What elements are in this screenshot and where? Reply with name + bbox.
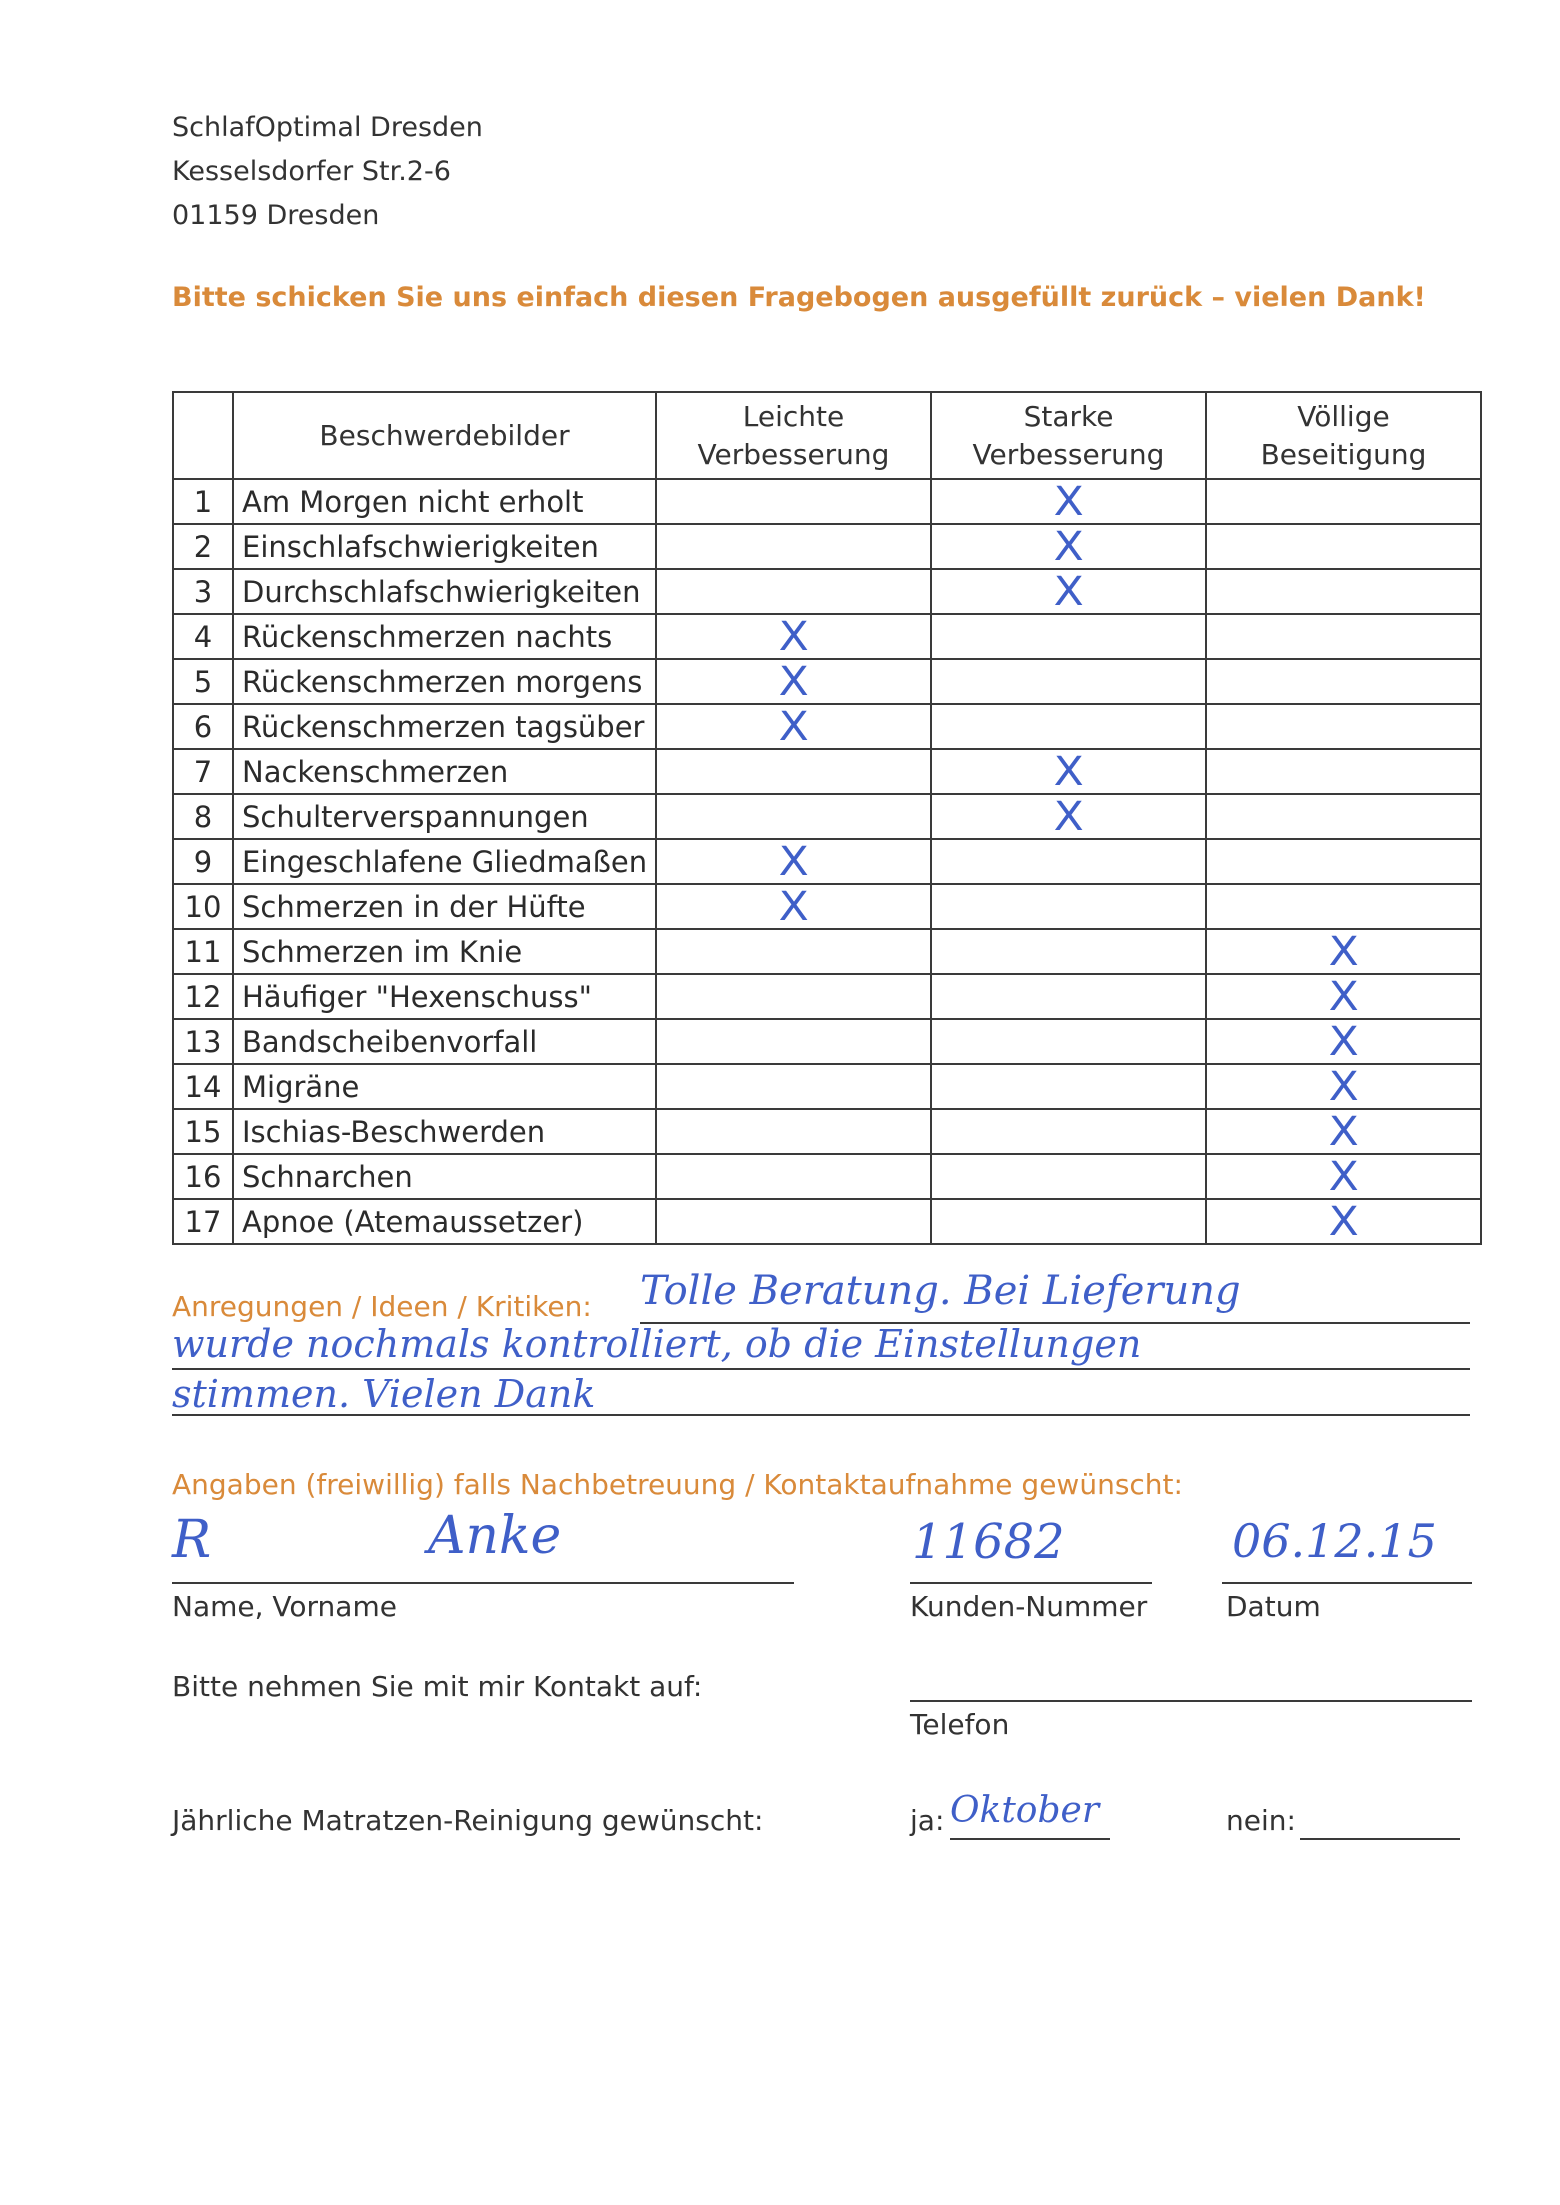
table-row — [173, 884, 1481, 929]
checkbox-cell-strong[interactable] — [931, 614, 1206, 659]
checkbox-cell-slight[interactable] — [656, 1199, 931, 1244]
table-row — [173, 524, 1481, 569]
checkbox-cell-strong[interactable] — [931, 749, 1206, 794]
row-number: 16 — [173, 1154, 233, 1199]
checkbox-cell-complete[interactable] — [1206, 884, 1481, 929]
checkbox-cell-slight[interactable] — [656, 569, 931, 614]
cleaning-yes-underline — [950, 1838, 1110, 1840]
feedback-label: Anregungen / Ideen / Kritiken: — [172, 1290, 592, 1323]
table-row — [173, 1154, 1481, 1199]
row-number: 15 — [173, 1109, 233, 1154]
checkbox-cell-slight[interactable] — [656, 704, 931, 749]
row-complaint-label: Einschlafschwierigkeiten — [233, 524, 656, 569]
table-row — [173, 929, 1481, 974]
header-complaints: Beschwerdebilder — [233, 392, 656, 479]
row-number: 3 — [173, 569, 233, 614]
cleaning-no-underline — [1300, 1838, 1460, 1840]
row-complaint-label: Schnarchen — [233, 1154, 656, 1199]
checkbox-cell-slight[interactable] — [656, 659, 931, 704]
checkbox-cell-strong[interactable] — [931, 1154, 1206, 1199]
table-row — [173, 1019, 1481, 1064]
checkbox-cell-strong[interactable] — [931, 659, 1206, 704]
cross-mark-icon: X — [1053, 478, 1084, 525]
cross-mark-icon: X — [1328, 1108, 1359, 1155]
complaints-table — [172, 391, 1482, 1245]
cross-mark-icon: X — [1328, 1198, 1359, 1245]
checkbox-cell-slight[interactable] — [656, 1154, 931, 1199]
checkbox-cell-slight[interactable] — [656, 794, 931, 839]
street-address: Kesselsdorfer Str.2-6 — [172, 156, 451, 187]
name-label: Name, Vorname — [172, 1590, 397, 1623]
row-number: 9 — [173, 839, 233, 884]
table-row — [173, 1199, 1481, 1244]
checkbox-cell-slight[interactable] — [656, 884, 931, 929]
header-complete-elimination — [1206, 392, 1481, 479]
address-block — [172, 106, 483, 238]
checkbox-cell-strong[interactable] — [931, 1109, 1206, 1154]
checkbox-cell-strong[interactable] — [931, 569, 1206, 614]
checkbox-cell-strong[interactable] — [931, 794, 1206, 839]
cross-mark-icon: X — [1053, 748, 1084, 795]
company-name: SchlafOptimal Dresden — [172, 112, 483, 143]
header-strong-line1: Starke — [1023, 399, 1114, 433]
table-row — [173, 704, 1481, 749]
name-surname-value: R — [172, 1510, 212, 1570]
checkbox-cell-slight[interactable] — [656, 1109, 931, 1154]
feedback-underline-3 — [172, 1414, 1470, 1416]
cleaning-no-label: nein: — [1226, 1804, 1296, 1837]
checkbox-cell-complete[interactable] — [1206, 1109, 1481, 1154]
row-complaint-label: Ischias-Beschwerden — [233, 1109, 656, 1154]
header-strong-improvement — [931, 392, 1206, 479]
row-number: 13 — [173, 1019, 233, 1064]
checkbox-cell-slight[interactable] — [656, 1019, 931, 1064]
row-complaint-label: Schmerzen in der Hüfte — [233, 884, 656, 929]
header-slight-improvement — [656, 392, 931, 479]
table-row — [173, 1109, 1481, 1154]
cross-mark-icon: X — [1053, 793, 1084, 840]
checkbox-cell-complete[interactable] — [1206, 1199, 1481, 1244]
header-complete-line1: Völlige — [1297, 399, 1390, 433]
customer-number-value: 11682 — [912, 1514, 1065, 1570]
row-number: 8 — [173, 794, 233, 839]
checkbox-cell-slight[interactable] — [656, 524, 931, 569]
row-complaint-label: Eingeschlafene Gliedmaßen — [233, 839, 656, 884]
cross-mark-icon: X — [1328, 1153, 1359, 1200]
customer-number-underline — [910, 1582, 1152, 1584]
row-number: 14 — [173, 1064, 233, 1109]
cross-mark-icon: X — [778, 883, 809, 930]
row-number: 11 — [173, 929, 233, 974]
row-number: 7 — [173, 749, 233, 794]
checkbox-cell-strong[interactable] — [931, 1019, 1206, 1064]
table-row — [173, 479, 1481, 524]
feedback-underline-2 — [172, 1368, 1470, 1370]
table-row — [173, 1064, 1481, 1109]
date-underline — [1222, 1582, 1472, 1584]
cross-mark-icon: X — [1053, 568, 1084, 615]
row-complaint-label: Rückenschmerzen morgens — [233, 659, 656, 704]
row-number: 6 — [173, 704, 233, 749]
row-number: 1 — [173, 479, 233, 524]
checkbox-cell-complete[interactable] — [1206, 749, 1481, 794]
cross-mark-icon: X — [1328, 928, 1359, 975]
header-slight-line1: Leichte — [742, 399, 845, 433]
cross-mark-icon: X — [1053, 523, 1084, 570]
phone-label: Telefon — [910, 1708, 1010, 1741]
checkbox-cell-strong[interactable] — [931, 884, 1206, 929]
cleaning-label: Jährliche Matratzen-Reinigung gewünscht: — [172, 1804, 764, 1837]
row-number: 5 — [173, 659, 233, 704]
checkbox-cell-strong[interactable] — [931, 929, 1206, 974]
complaints-table-body — [173, 479, 1481, 1244]
table-row — [173, 749, 1481, 794]
checkbox-cell-slight[interactable] — [656, 1064, 931, 1109]
row-complaint-label: Durchschlafschwierigkeiten — [233, 569, 656, 614]
row-complaint-label: Nackenschmerzen — [233, 749, 656, 794]
checkbox-cell-complete[interactable] — [1206, 659, 1481, 704]
cross-mark-icon: X — [778, 703, 809, 750]
cross-mark-icon: X — [778, 658, 809, 705]
checkbox-cell-complete[interactable] — [1206, 479, 1481, 524]
row-complaint-label: Migräne — [233, 1064, 656, 1109]
feedback-line3: stimmen. Vielen Dank — [172, 1372, 596, 1416]
instruction-text: Bitte schicken Sie uns einfach diesen Fragebogen ausgefüllt zurück – vielen Dank! — [172, 282, 1426, 313]
row-complaint-label: Schulterverspannungen — [233, 794, 656, 839]
checkbox-cell-slight[interactable] — [656, 614, 931, 659]
cleaning-yes-label: ja: — [910, 1804, 945, 1837]
checkbox-cell-strong[interactable] — [931, 524, 1206, 569]
checkbox-cell-slight[interactable] — [656, 839, 931, 884]
checkbox-cell-complete[interactable] — [1206, 839, 1481, 884]
checkbox-cell-strong[interactable] — [931, 839, 1206, 884]
checkbox-cell-complete[interactable] — [1206, 569, 1481, 614]
header-number — [173, 392, 233, 479]
row-complaint-label: Schmerzen im Knie — [233, 929, 656, 974]
checkbox-cell-strong[interactable] — [931, 974, 1206, 1019]
feedback-line2: wurde nochmals kontrolliert, ob die Einstellungen — [172, 1322, 1142, 1366]
header-slight-line2: Verbesserung — [697, 437, 890, 471]
cross-mark-icon: X — [1328, 1063, 1359, 1110]
checkbox-cell-slight[interactable] — [656, 929, 931, 974]
table-row — [173, 839, 1481, 884]
cleaning-yes-value: Oktober — [950, 1790, 1100, 1831]
table-row — [173, 794, 1481, 839]
table-row — [173, 614, 1481, 659]
checkbox-cell-complete[interactable] — [1206, 1064, 1481, 1109]
date-label: Datum — [1226, 1590, 1321, 1623]
row-number: 10 — [173, 884, 233, 929]
feedback-line1: Tolle Beratung. Bei Lieferung — [640, 1268, 1241, 1314]
cross-mark-icon: X — [1328, 973, 1359, 1020]
checkbox-cell-complete[interactable] — [1206, 794, 1481, 839]
checkbox-cell-complete[interactable] — [1206, 704, 1481, 749]
row-complaint-label: Bandscheibenvorfall — [233, 1019, 656, 1064]
checkbox-cell-complete[interactable] — [1206, 524, 1481, 569]
checkbox-cell-slight[interactable] — [656, 749, 931, 794]
checkbox-cell-slight[interactable] — [656, 974, 931, 1019]
row-complaint-label: Rückenschmerzen nachts — [233, 614, 656, 659]
cross-mark-icon: X — [1328, 1018, 1359, 1065]
checkbox-cell-strong[interactable] — [931, 1199, 1206, 1244]
city-address: 01159 Dresden — [172, 200, 380, 231]
date-value: 06.12.15 — [1232, 1514, 1437, 1568]
row-number: 17 — [173, 1199, 233, 1244]
table-row — [173, 659, 1481, 704]
phone-underline — [910, 1700, 1472, 1702]
row-complaint-label: Rückenschmerzen tagsüber — [233, 704, 656, 749]
checkbox-cell-complete[interactable] — [1206, 974, 1481, 1019]
checkbox-cell-slight[interactable] — [656, 479, 931, 524]
checkbox-cell-complete[interactable] — [1206, 1154, 1481, 1199]
checkbox-cell-complete[interactable] — [1206, 929, 1481, 974]
checkbox-cell-complete[interactable] — [1206, 1019, 1481, 1064]
contact-request-label: Bitte nehmen Sie mit mir Kontakt auf: — [172, 1670, 703, 1703]
checkbox-cell-strong[interactable] — [931, 704, 1206, 749]
checkbox-cell-strong[interactable] — [931, 479, 1206, 524]
table-row — [173, 569, 1481, 614]
row-number: 4 — [173, 614, 233, 659]
row-number: 12 — [173, 974, 233, 1019]
name-firstname-value: Anke — [428, 1506, 562, 1566]
cross-mark-icon: X — [778, 613, 809, 660]
table-row — [173, 974, 1481, 1019]
row-number: 2 — [173, 524, 233, 569]
row-complaint-label: Häufiger "Hexenschuss" — [233, 974, 656, 1019]
contact-heading: Angaben (freiwillig) falls Nachbetreuung / Kontaktaufnahme gewünscht: — [172, 1468, 1183, 1501]
customer-number-label: Kunden-Nummer — [910, 1590, 1148, 1623]
header-complete-line2: Beseitigung — [1260, 437, 1427, 471]
checkbox-cell-complete[interactable] — [1206, 614, 1481, 659]
header-strong-line2: Verbesserung — [972, 437, 1165, 471]
cross-mark-icon: X — [778, 838, 809, 885]
checkbox-cell-strong[interactable] — [931, 1064, 1206, 1109]
row-complaint-label: Apnoe (Atemaussetzer) — [233, 1199, 656, 1244]
row-complaint-label: Am Morgen nicht erholt — [233, 479, 656, 524]
name-underline — [172, 1582, 794, 1584]
